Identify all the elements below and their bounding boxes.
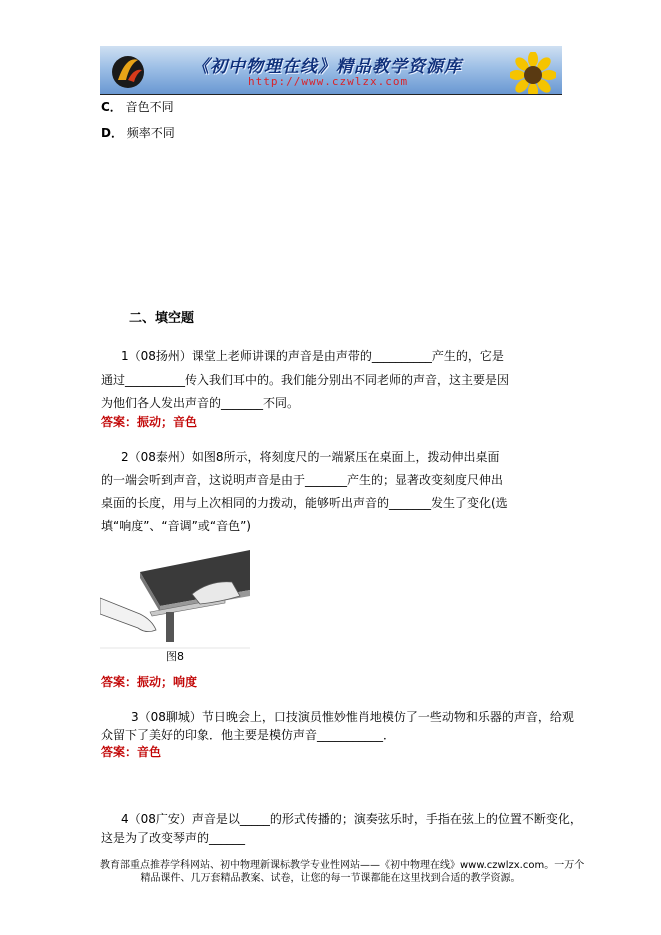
q3-line1: 3（08聊城）节日晚会上，口技演员惟妙惟肖地模仿了一些动物和乐器的声音，给观 [131, 710, 574, 724]
footer-line1: 教育部重点推荐学科网站、初中物理新课标教学专业性网站——《初中物理在线》www.czwlzx.com。一万个 [100, 860, 585, 871]
q2-line4: 填“响度”、“音调”或“音色”) [101, 519, 251, 533]
q1-line1: 1（08扬州）课堂上老师讲课的声音是由声带的__________产生的，它是 [121, 349, 504, 363]
q3-line2: 众留下了美好的印象．他主要是模仿声音___________． [101, 728, 396, 742]
figure-caption: 图8 [166, 650, 184, 663]
banner-url[interactable]: http://www.czwlzx.com [248, 75, 409, 88]
section-title: 二、填空题 [129, 311, 195, 326]
q1-answer: 答案：振动；音色 [101, 415, 198, 429]
q1-line3: 为他们各人发出声音的_______不同。 [101, 396, 300, 410]
figure-8 [100, 550, 250, 668]
q2-answer: 答案：振动；响度 [101, 675, 198, 689]
banner-title: 《初中物理在线》精品教学资源库 [192, 57, 462, 77]
option-c-text: 音色不同 [125, 100, 174, 114]
option-d-text: 频率不同 [126, 126, 175, 140]
option-d [101, 126, 175, 140]
option-c [101, 100, 174, 114]
sunflower-icon [510, 52, 556, 94]
q3-answer: 答案：音色 [101, 745, 162, 759]
q2-line1: 2（08泰州）如图8所示，将刻度尺的一端紧压在桌面上，拨动伸出桌面 [121, 450, 500, 464]
option-d-letter: D． [101, 126, 123, 140]
header-divider [100, 94, 562, 95]
q4-line1: 4（08广安）声音是以_____的形式传播的；演奏弦乐时，手指在弦上的位置不断变化， [121, 812, 582, 826]
option-c-letter: C． [101, 100, 122, 114]
q2-line2: 的一端会听到声音，这说明声音是由于_______产生的；显著改变刻度尺伸出 [101, 473, 504, 487]
q1-line2: 通过__________传入我们耳中的。我们能分别出不同老师的声音，这主要是因 [101, 373, 510, 387]
q2-line3: 桌面的长度，用与上次相同的力拨动，能够听出声音的_______发生了变化(选 [101, 496, 508, 510]
footer-line2: 精品课件、几万套精品教案、试卷，让您的每一节课都能在这里找到合适的教学资源。 [140, 873, 521, 884]
header-banner [100, 46, 562, 94]
q4-line2: 这是为了改变琴声的______ [101, 831, 246, 845]
site-logo [108, 50, 148, 90]
